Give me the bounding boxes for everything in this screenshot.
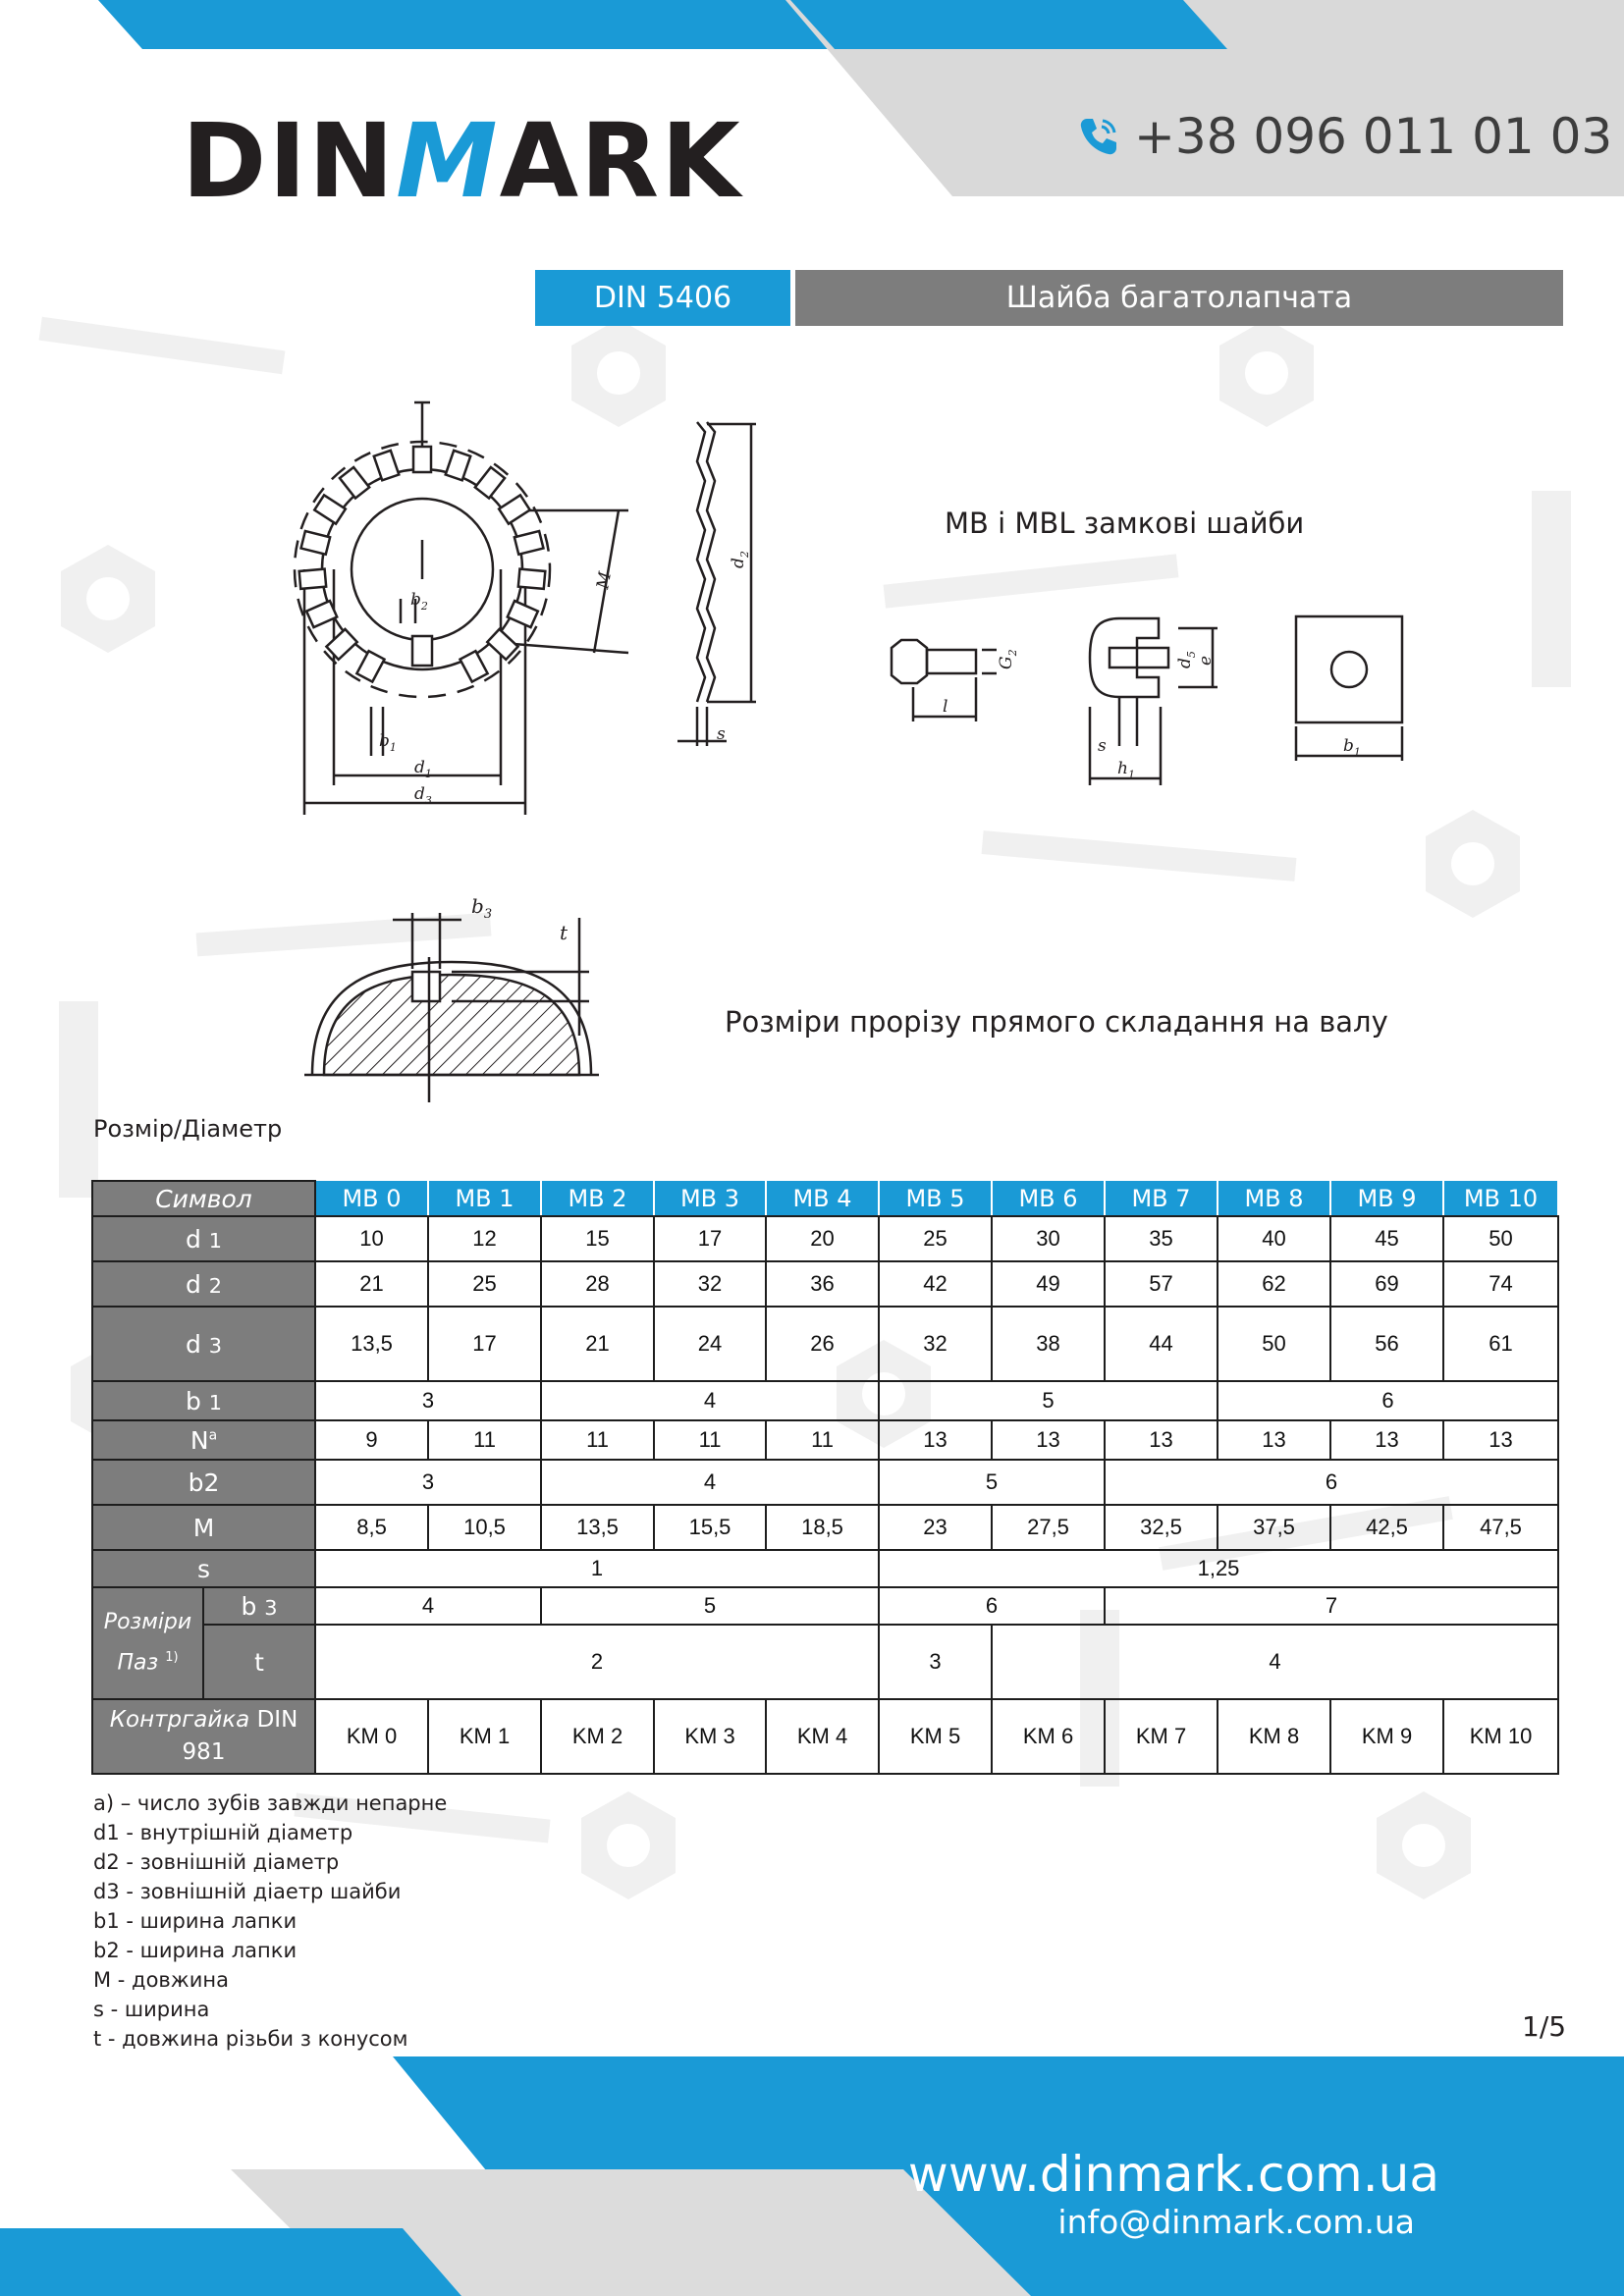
cell: 1 (315, 1550, 879, 1587)
email-link[interactable]: info@dinmark.com.ua (1057, 2203, 1415, 2241)
table-row-N (92, 1420, 1558, 1460)
cell: 50 (1218, 1307, 1330, 1381)
phone-contact[interactable] (1075, 102, 1612, 171)
cell: 47,5 (1443, 1505, 1558, 1550)
table-row-b1 (92, 1381, 1558, 1420)
size-header: MB 5 (879, 1181, 992, 1216)
note-line: b1 - ширина лапки (93, 1909, 298, 1933)
row-label-b1: b 1 (92, 1381, 315, 1420)
label-d1: $d_1$ (414, 758, 432, 780)
cell: 25 (428, 1261, 541, 1307)
cell: 6 (1218, 1381, 1558, 1420)
cell: 2 (315, 1625, 879, 1699)
size-header: MB 1 (428, 1181, 541, 1216)
cell: 38 (992, 1307, 1105, 1381)
note-line: M - довжина (93, 1968, 229, 1992)
cell: 69 (1330, 1261, 1443, 1307)
cell: KM 6 (992, 1699, 1105, 1774)
cell: 32 (879, 1307, 992, 1381)
table-row-counter-nut (92, 1699, 1558, 1774)
dinmark-logo: DINMARK (182, 101, 742, 221)
row-label-d1: d 1 (92, 1216, 315, 1261)
table-row-b2 (92, 1460, 1558, 1505)
row-label-b2: b2 (92, 1460, 315, 1505)
cell: 3 (315, 1460, 541, 1505)
page-number: 1/5 (1522, 2010, 1567, 2043)
cell: 57 (1105, 1261, 1218, 1307)
footer-band-left (0, 2228, 461, 2296)
row-label-counter-nut: Контргайка DIN 981 (92, 1699, 315, 1774)
row-label-N: $N^a$ (92, 1420, 315, 1460)
cell: 5 (541, 1587, 879, 1625)
cell: 21 (541, 1307, 654, 1381)
row-label-M: M (92, 1505, 315, 1550)
cell: 6 (879, 1587, 1105, 1625)
cell: 27,5 (992, 1505, 1105, 1550)
cell: 40 (1218, 1216, 1330, 1261)
caption-lock-washers: MB і MBL замкові шайби (945, 507, 1305, 540)
cell: 25 (879, 1216, 992, 1261)
title-bar (535, 270, 1563, 326)
cell: 10 (315, 1216, 428, 1261)
product-title: Шайба багатолапчата (795, 270, 1563, 326)
cell: 6 (1105, 1460, 1558, 1505)
cell: 21 (315, 1261, 428, 1307)
table-row-d2 (92, 1261, 1558, 1307)
cell: 13 (1218, 1420, 1330, 1460)
cell: KM 0 (315, 1699, 428, 1774)
symbol-header: Символ (92, 1181, 315, 1216)
cell: 28 (541, 1261, 654, 1307)
label-h1: $h_1$ (1117, 759, 1135, 781)
cell: 11 (428, 1420, 541, 1460)
cell: KM 9 (1330, 1699, 1443, 1774)
cell: 13,5 (315, 1307, 428, 1381)
cell: 12 (428, 1216, 541, 1261)
cell: 3 (315, 1381, 541, 1420)
table-row-s (92, 1550, 1558, 1587)
cell: 35 (1105, 1216, 1218, 1261)
size-diameter-label: Розмір/Діаметр (93, 1115, 283, 1143)
cell: 30 (992, 1216, 1105, 1261)
cell: 62 (1218, 1261, 1330, 1307)
label-e: e (1196, 655, 1216, 666)
cell: 61 (1443, 1307, 1558, 1381)
cell: 23 (879, 1505, 992, 1550)
note-line: b2 - ширина лапки (93, 1939, 298, 1962)
cell: 49 (992, 1261, 1105, 1307)
cell: 36 (766, 1261, 879, 1307)
table-header-row (92, 1181, 1558, 1216)
table-row-t (92, 1625, 1558, 1699)
cell: 74 (1443, 1261, 1558, 1307)
lock-washer-drawings (884, 599, 1414, 795)
phone-icon (1075, 113, 1122, 160)
cell: 13 (1443, 1420, 1558, 1460)
cell: 20 (766, 1216, 879, 1261)
cell: 13 (992, 1420, 1105, 1460)
cell: 15,5 (654, 1505, 766, 1550)
cell: 17 (654, 1216, 766, 1261)
size-header: MB 3 (654, 1181, 766, 1216)
shaft-slot-drawing (295, 879, 609, 1114)
cell: 32 (654, 1261, 766, 1307)
cell: KM 10 (1443, 1699, 1558, 1774)
cell: 5 (879, 1460, 1105, 1505)
cell: KM 7 (1105, 1699, 1218, 1774)
cell: 4 (541, 1460, 879, 1505)
label-l: l (943, 697, 948, 717)
cell: 37,5 (1218, 1505, 1330, 1550)
cell: 10,5 (428, 1505, 541, 1550)
note-line: s - ширина (93, 1998, 210, 2021)
label-s-2: s (1098, 736, 1107, 756)
note-line: d1 - внутрішній діаметр (93, 1821, 353, 1844)
size-header: MB 9 (1330, 1181, 1443, 1216)
note-line: d2 - зовнішній діаметр (93, 1850, 340, 1874)
cell: KM 5 (879, 1699, 992, 1774)
cell: 24 (654, 1307, 766, 1381)
cell: 13 (1105, 1420, 1218, 1460)
size-header: MB 0 (315, 1181, 428, 1216)
label-d5: $d_5$ (1175, 651, 1198, 668)
size-header: MB 10 (1443, 1181, 1558, 1216)
size-header: MB 8 (1218, 1181, 1330, 1216)
label-G2: $G_2$ (997, 649, 1019, 669)
row-label-s: s (92, 1550, 315, 1587)
cell: 1,25 (879, 1550, 1558, 1587)
row-label-d3: d 3 (92, 1307, 315, 1381)
cell: KM 4 (766, 1699, 879, 1774)
cell: 32,5 (1105, 1505, 1218, 1550)
cell: 56 (1330, 1307, 1443, 1381)
label-M: M (593, 570, 617, 591)
row-label-d2: d 2 (92, 1261, 315, 1307)
cell: 11 (766, 1420, 879, 1460)
dimensions-table (91, 1180, 1559, 1775)
cell: 13,5 (541, 1505, 654, 1550)
cell: 15 (541, 1216, 654, 1261)
cell: 11 (541, 1420, 654, 1460)
label-s: s (717, 724, 726, 744)
caption-slot-dimensions: Розміри прорізу прямого складання на валу (725, 1005, 1388, 1039)
phone-number[interactable]: +38 096 011 01 03 (1134, 108, 1613, 165)
standard-number: DIN 5406 (535, 270, 790, 326)
washer-side-view-drawing (668, 412, 766, 756)
cell: 42,5 (1330, 1505, 1443, 1550)
cell: 45 (1330, 1216, 1443, 1261)
cell: 5 (879, 1381, 1218, 1420)
size-header: MB 6 (992, 1181, 1105, 1216)
note-line: t - довжина різьби з конусом (93, 2027, 408, 2051)
label-b1: $b_1$ (379, 731, 397, 754)
note-line: a) – число зубів завжди непарне (93, 1791, 448, 1815)
label-t: t (560, 921, 568, 944)
cell: 50 (1443, 1216, 1558, 1261)
row-label-b3: b 3 (203, 1587, 315, 1625)
label-d3: $d_3$ (414, 784, 432, 807)
cell: 9 (315, 1420, 428, 1460)
note-line: d3 - зовнішній діаетр шайби (93, 1880, 402, 1903)
cell: 17 (428, 1307, 541, 1381)
label-b2: $b_2$ (410, 590, 428, 613)
cell: 26 (766, 1307, 879, 1381)
cell: 13 (1330, 1420, 1443, 1460)
cell: 13 (879, 1420, 992, 1460)
table-row-d3 (92, 1307, 1558, 1381)
website-link[interactable]: www.dinmark.com.ua (907, 2146, 1439, 2203)
cell: 4 (315, 1587, 541, 1625)
cell: 42 (879, 1261, 992, 1307)
cell: 18,5 (766, 1505, 879, 1550)
cell: 11 (654, 1420, 766, 1460)
cell: 7 (1105, 1587, 1558, 1625)
cell: 44 (1105, 1307, 1218, 1381)
cell: KM 3 (654, 1699, 766, 1774)
table-row-M (92, 1505, 1558, 1550)
cell: KM 2 (541, 1699, 654, 1774)
label-d2: $d_2$ (729, 551, 751, 568)
cell: 8,5 (315, 1505, 428, 1550)
label-b1-2: $b_1$ (1343, 736, 1361, 759)
table-row-b3 (92, 1587, 1558, 1625)
cell: KM 8 (1218, 1699, 1330, 1774)
row-label-t: t (203, 1625, 315, 1699)
size-header: MB 2 (541, 1181, 654, 1216)
cell: 4 (992, 1625, 1558, 1699)
table-row-d1 (92, 1216, 1558, 1261)
size-header: MB 7 (1105, 1181, 1218, 1216)
row-label-slot: Розміри Паз $^{1)}$ (92, 1587, 203, 1699)
label-b3: $b_3$ (471, 894, 493, 922)
cell: 4 (541, 1381, 879, 1420)
legend-notes (93, 1789, 447, 2054)
size-header: MB 4 (766, 1181, 879, 1216)
cell: KM 1 (428, 1699, 541, 1774)
cell: 3 (879, 1625, 992, 1699)
